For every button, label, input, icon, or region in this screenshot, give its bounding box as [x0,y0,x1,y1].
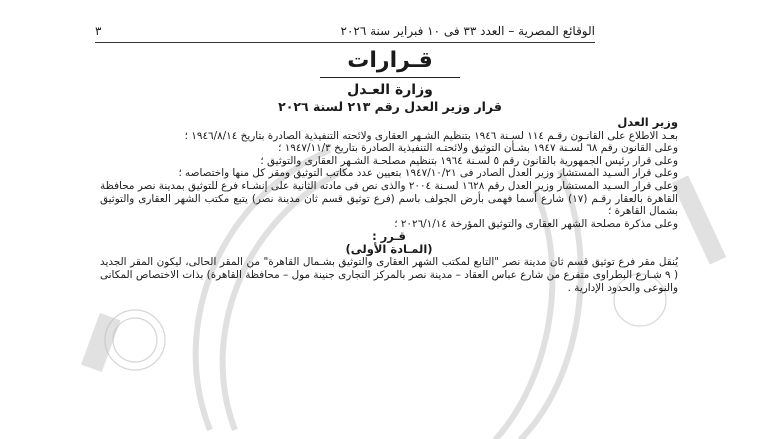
paragraph: وعلى مذكرة مصلحة الشهر العقارى والتوثيق المؤرخة ٢٠٢٦/١/١٤ ؛ [394,217,678,230]
page-number: ٣ [95,24,102,38]
paragraph: وعلى قرار السـيد المستشار وزير العدل الصادر فى ١٩٤٧/١٠/٢١ بتعيين عدد مكاتب التوثيق ومقر كل منها واختصاصه ؛ [178,167,678,180]
gazette-issue-title: الوقائع المصرية – العدد ٣٣ فى ١٠ فبراير سنة ٢٠٢٦ [340,24,595,38]
decides-heading: قـرر : [372,229,406,244]
paragraph: وعلى القانون رقم ٦٨ لسـنة ١٩٤٧ بشـأن التوثيق ولائحتـه التنفيذية الصادرة بتاريخ ١٩٤٧/١١/٣ ؛ [278,142,678,155]
decree-title: قرار وزير العدل رقم ٢١٣ لسنة ٢٠٢٦ [278,99,502,114]
decree-body [100,116,678,294]
header-divider [95,42,595,43]
paragraph: بعـد الاطلاع على القانـون رقـم ١١٤ لسـنة ١٩٤٦ بتنظيم الشـهر العقارى ولائحته التنفيذية الصادرة بتاريخ ١٩٤٦/٨/١٤ ؛ [184,129,678,142]
issuing-authority: وزير العدل [617,115,678,129]
section-title-underline [320,77,460,78]
page-header [95,22,595,42]
article-title: (المـادة الأولى) [345,242,433,257]
paragraph: وعلى قرار رئيس الجمهورية بالقانون رقم ٥ لسـنة ١٩٦٤ بتنظيم مصلحـة الشـهر العقارى والتوثيق ؛ [260,154,678,167]
section-title: قـرارات [347,48,433,73]
paragraph: وعلى قرار السـيد المستشار وزير العدل رقم ١٦٢٨ لسـنة ٢٠٠٤ والذى نص فى مادته الثانية على إنشـاء فرع للتوثيق بمدينة نصر محافظة القاهرة بالعقار رقـم (١٧) شارع أسما فهمى بأرض الجولف باسم (فرع توثيق قسم ثان مدينة نصر) يتبع مكتب الشهر العقارى والتوثيق بشمال القاهرة ؛ [100,179,679,218]
ministry-name: وزارة العـدل [347,82,433,98]
article-text: يُنقل مقر فرع توثيق قسم ثان مدينة نصر "التابع لمكتب الشهر العقارى والتوثيق بشـمال القاهرة" من المقر الحالى، ليكون المقر الجديد ( ٩ شـارع البطراوى متفرع من شارع عباس العقاد – مدينة نصر بالمركز التجارى جنينة مول – محافظة القاهرة) بذات الاختصاص المكانى والنوعى والحدود الإدارية . [100,256,679,294]
